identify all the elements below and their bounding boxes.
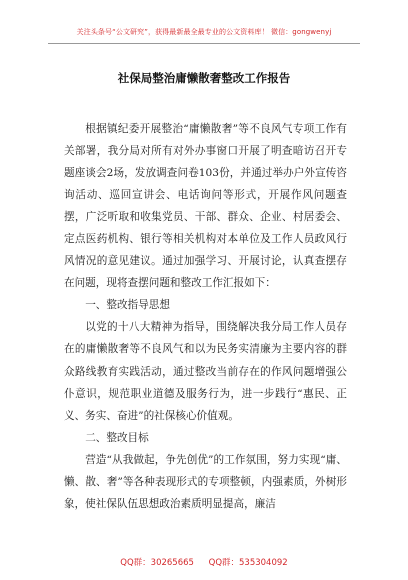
guiding-thought-paragraph: 以党的十八大精神为指导，围绕解决我分局工作人员存在的庸懒散奢等不良风气和以为民务实清廉为主要内容的群众路线教育实践活动，通过整改当前存在的作风问题增强公仆意识，规范职业道德及服务行为，进一步践行“惠民、正义、务实、奋进”的社保核心价值观。 [64,321,347,422]
document-title: 社保局整治庸懒散奢整改工作报告 [117,71,291,85]
header-divider [48,43,360,44]
section-heading-guiding-thought: 一、整改指导思想 [85,299,170,312]
section-heading-goals: 二、整改目标 [85,431,149,444]
promo-header: 关注头条号“公文研究”，获得最新最全最专业的公文资料库！ 微信：gongwenyj [76,28,332,36]
qq-footer [0,556,408,568]
document-body [64,118,347,515]
goals-paragraph: 营造“从我做起，争先创优”的工作氛围，努力实现“庸、懒、散、奢”等各种表现形式的专项整顿，内强素质，外树形象，使社保队伍思想政治素质明显提高，廉洁 [64,453,347,510]
intro-paragraph: 根据镇纪委开展整治“庸懒散奢”等不良风气专项工作有关部署，我分局对所有对外办事窗口开展了明查暗访召开专题座谈会2场，发放调查问卷103份，并通过举办户外宣传咨询活动、巡回宣讲会、电话询问等形式，开展作风问题查摆，广泛听取和收集党员、干部、群众、企业、村居委会、定点医药机构、银行等相关机构对本单位及工作人员政风行风情况的意见建议。通过加强学习、开展讨论，认真查摆存在问题，现将查摆问题和整改工作汇报如下： [64,123,347,290]
qq-group-2: QQ群：535304092 [208,558,288,568]
qq-group-1: QQ群：30265665 [120,558,194,568]
